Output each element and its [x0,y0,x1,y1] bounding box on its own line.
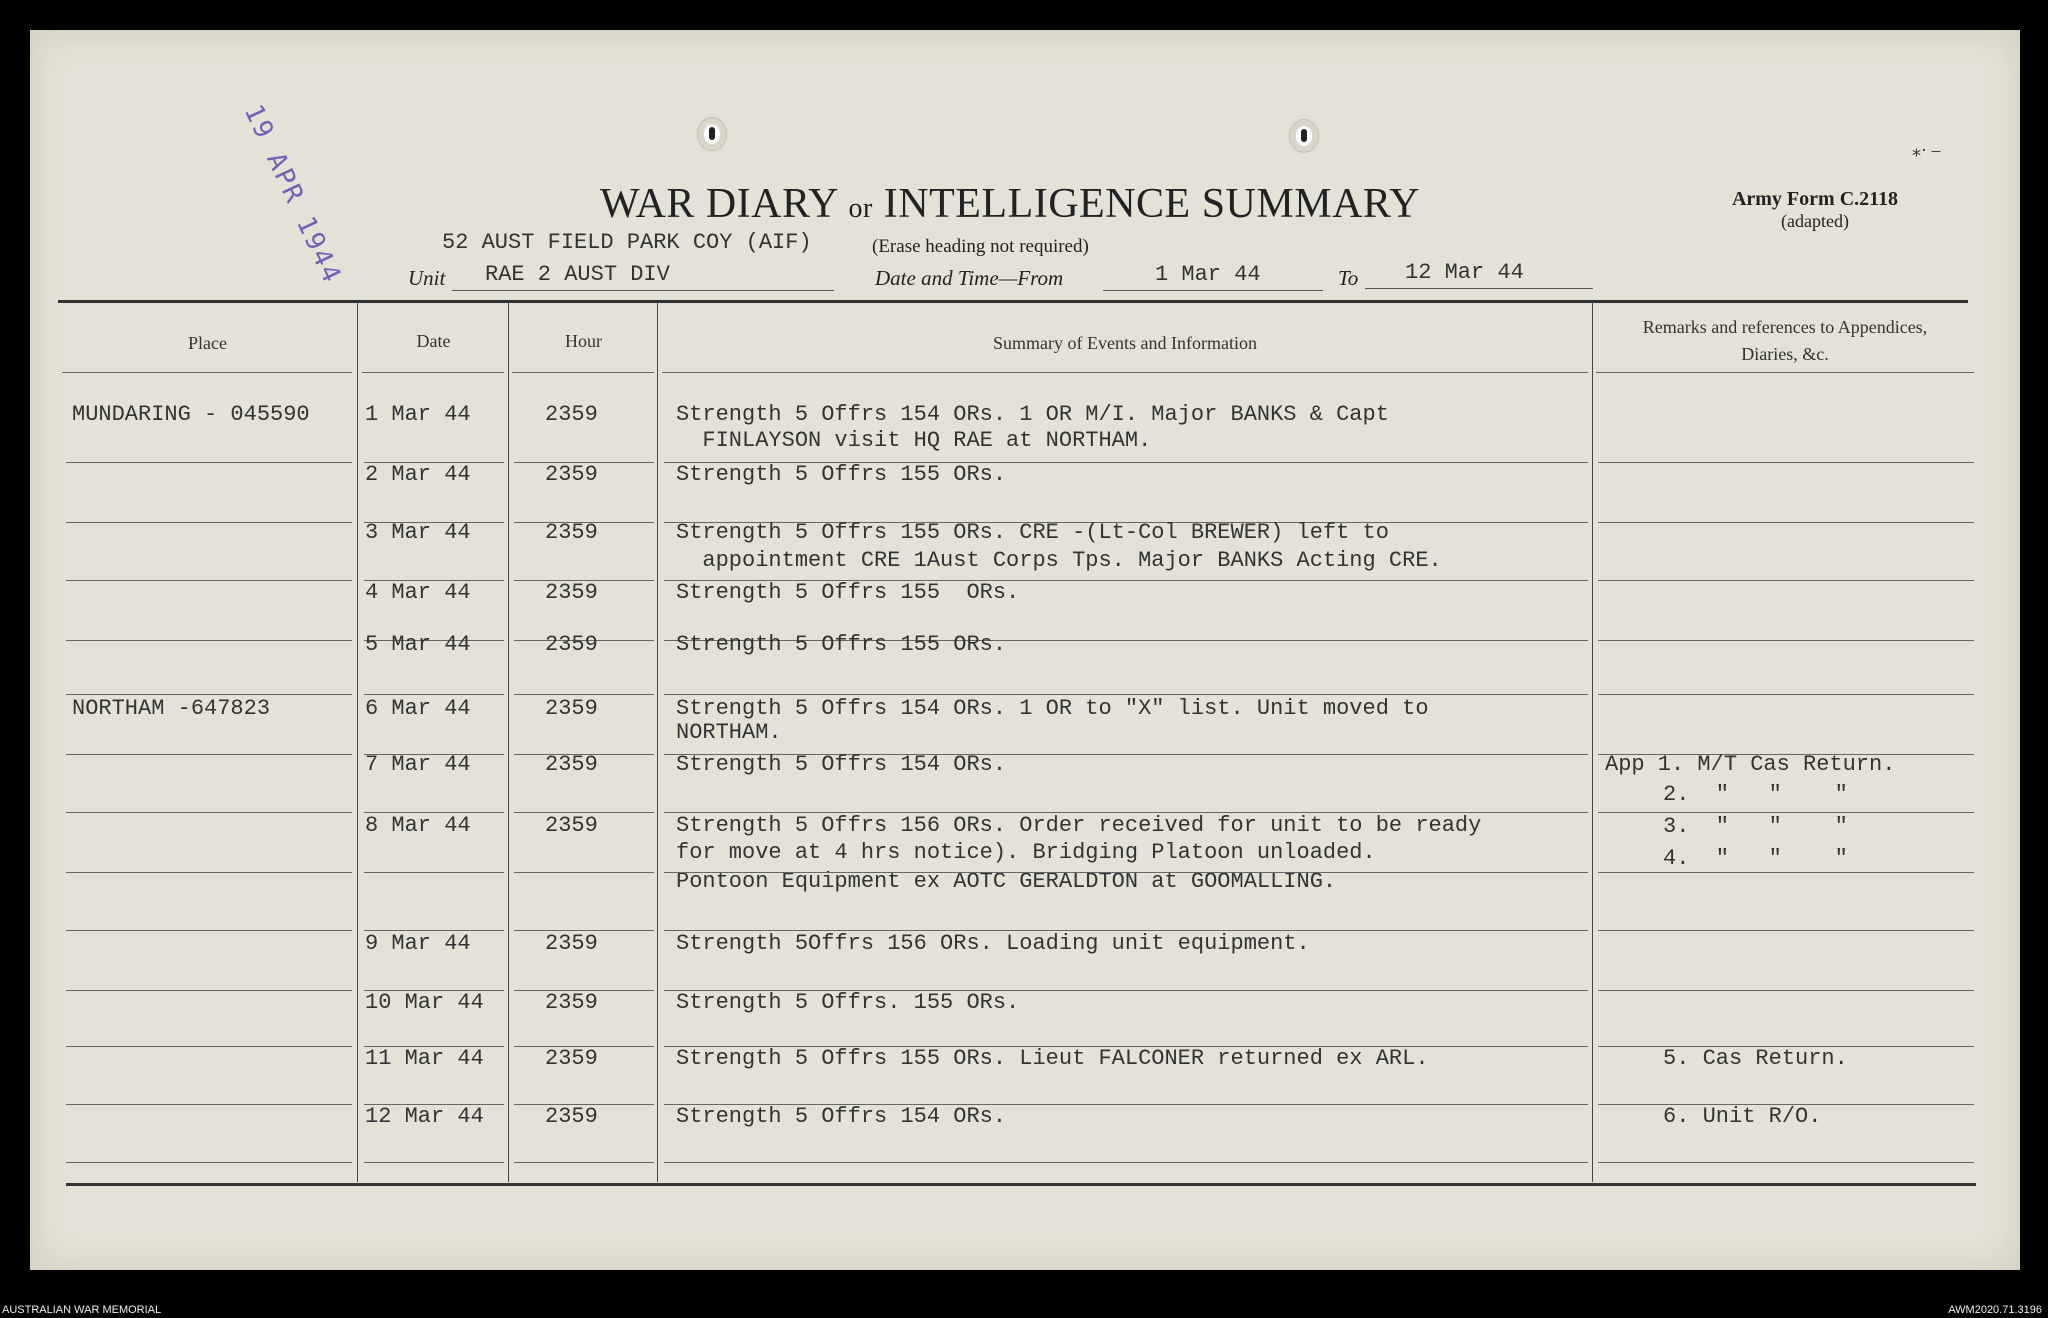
entry-hour: 2359 [545,520,598,545]
entry-hour: 2359 [545,931,598,956]
entry-remarks: App 1. M/T Cas Return. [1605,752,1896,777]
army-form-number: Army Form C.2118 (adapted) [1731,188,1899,231]
ruled-line [514,872,654,873]
ruled-line [66,930,352,931]
ruled-line [664,1162,1588,1163]
column-header-place: Place [188,333,227,353]
ruled-line [66,694,352,695]
ruled-line [1598,930,1974,931]
ruled-line [1598,1162,1974,1163]
entry-hour: 2359 [545,1104,598,1129]
unit-value: RAE 2 AUST DIV [485,262,670,287]
ruled-line [662,372,1588,373]
paper-mark: ⁎· – [1912,140,1941,160]
ruled-line [514,694,654,695]
to-date: 12 Mar 44 [1405,260,1524,285]
punch-hole [1290,120,1318,152]
entry-hour: 2359 [545,813,598,838]
entry-date: 2 Mar 44 [365,462,471,487]
unit-underline [452,290,834,291]
entry-date: 1 Mar 44 [365,402,471,427]
entry-date: 4 Mar 44 [365,580,471,605]
ruled-line [66,1104,352,1105]
table-top-rule [58,300,1968,303]
ruled-line [66,1162,352,1163]
ruled-line [364,694,504,695]
entry-place: MUNDARING - 045590 [72,402,310,427]
entry-date: 11 Mar 44 [365,1046,484,1071]
entry-summary-line: appointment CRE 1Aust Corps Tps. Major BANKS Acting CRE. [676,548,1442,573]
entry-summary-line: NORTHAM. [676,720,782,745]
entry-summary-line: Strength 5 Offrs 155 ORs. [676,632,1007,657]
entry-hour: 2359 [545,696,598,721]
entry-date: 7 Mar 44 [365,752,471,777]
entry-date: 10 Mar 44 [365,990,484,1015]
table-bottom-rule [66,1183,1976,1186]
entry-date: 5 Mar 44 [365,632,471,657]
ruled-line [1598,580,1974,581]
date-time-label: Date and Time—From [875,266,1064,290]
ruled-line [62,372,352,373]
ruled-line [364,1162,504,1163]
appendix-ditto: 2. " " " [1663,782,1848,807]
ruled-line [664,872,1588,873]
ruled-line [512,372,654,373]
from-date: 1 Mar 44 [1155,262,1261,287]
unit-name: 52 AUST FIELD PARK COY (AIF) [442,230,812,255]
entry-summary-line: Strength 5 Offrs 155 ORs. [676,580,1020,605]
entry-summary-line: Strength 5 Offrs 154 ORs. [676,752,1007,777]
entry-remarks: 5. Cas Return. [1663,1046,1848,1071]
ruled-line [514,1162,654,1163]
entry-summary-line: for move at 4 hrs notice). Bridging Platoon unloaded. [676,840,1376,865]
entry-summary-line: FINLAYSON visit HQ RAE at NORTHAM. [676,428,1152,453]
ruled-line [362,372,504,373]
ruled-line [1598,872,1974,873]
entry-hour: 2359 [545,990,598,1015]
ruled-line [364,872,504,873]
entry-date: 3 Mar 44 [365,520,471,545]
entry-summary-line: Strength 5 Offrs 155 ORs. CRE -(Lt-Col BREWER) left to [676,520,1389,545]
column-header-hour: Hour [565,331,602,351]
entry-date: 8 Mar 44 [365,813,471,838]
entry-hour: 2359 [545,402,598,427]
to-underline [1365,288,1593,289]
ruled-line [66,462,352,463]
column-divider [357,302,358,1182]
ruled-line [66,522,352,523]
entry-summary-line: Strength 5 Offrs 156 ORs. Order received for unit to be ready [676,813,1482,838]
appendix-ditto: 4. " " " [1663,846,1848,871]
from-underline [1103,290,1323,291]
footer-reference: AWM2020.71.3196 [1948,1304,2042,1316]
entry-date: 6 Mar 44 [365,696,471,721]
entry-summary-line: Pontoon Equipment ex AOTC GERALDTON at GOOMALLING. [676,869,1337,894]
ruled-line [1598,812,1974,813]
entry-summary-line: Strength 5 Offrs 155 ORs. Lieut FALCONER returned ex ARL. [676,1046,1429,1071]
ruled-line [66,990,352,991]
ruled-line [1598,990,1974,991]
entry-hour: 2359 [545,462,598,487]
column-divider [508,302,509,1182]
column-header-summary: Summary of Events and Information [993,333,1257,353]
ruled-line [1596,372,1974,373]
entry-hour: 2359 [545,632,598,657]
column-divider [1592,302,1593,1182]
entry-summary-line: Strength 5 Offrs 154 ORs. [676,1104,1007,1129]
entry-date: 12 Mar 44 [365,1104,484,1129]
entry-remarks: 6. Unit R/O. [1663,1104,1822,1129]
appendix-ditto: 3. " " " [1663,814,1848,839]
ruled-line [66,812,352,813]
entry-summary-line: Strength 5 Offrs. 155 ORs. [676,990,1020,1015]
unit-label: Unit [408,266,446,290]
entry-hour: 2359 [545,752,598,777]
ruled-line [66,1046,352,1047]
ruled-line [664,694,1588,695]
entry-hour: 2359 [545,1046,598,1071]
ruled-line [66,754,352,755]
ruled-line [66,580,352,581]
entry-summary-line: Strength 5 Offrs 154 ORs. 1 OR M/I. Major BANKS & Capt [676,402,1389,427]
entry-date: 9 Mar 44 [365,931,471,956]
date-received-stamp: 19 APR 1944 [237,100,348,289]
entry-hour: 2359 [545,580,598,605]
entry-summary-line: Strength 5Offrs 156 ORs. Loading unit equipment. [676,931,1310,956]
column-header-date: Date [416,331,451,351]
ruled-line [1598,640,1974,641]
punch-hole [698,118,726,150]
footer-source: AUSTRALIAN WAR MEMORIAL [2,1304,162,1316]
to-label: To [1338,266,1359,290]
ruled-line [1598,462,1974,463]
ruled-line [1598,522,1974,523]
ruled-line [66,872,352,873]
entry-summary-line: Strength 5 Offrs 155 ORs. [676,462,1007,487]
form-title: WAR DIARY or INTELLIGENCE SUMMARY [600,181,1420,227]
ruled-line [66,640,352,641]
erase-note: (Erase heading not required) [872,236,1089,257]
entry-place: NORTHAM -647823 [72,696,271,721]
ruled-line [1598,694,1974,695]
column-header-remarks: Remarks and references to Appendices, Diaries, &c. [1642,317,1928,364]
column-divider [657,302,658,1182]
entry-summary-line: Strength 5 Offrs 154 ORs. 1 OR to "X" list. Unit moved to [676,696,1429,721]
